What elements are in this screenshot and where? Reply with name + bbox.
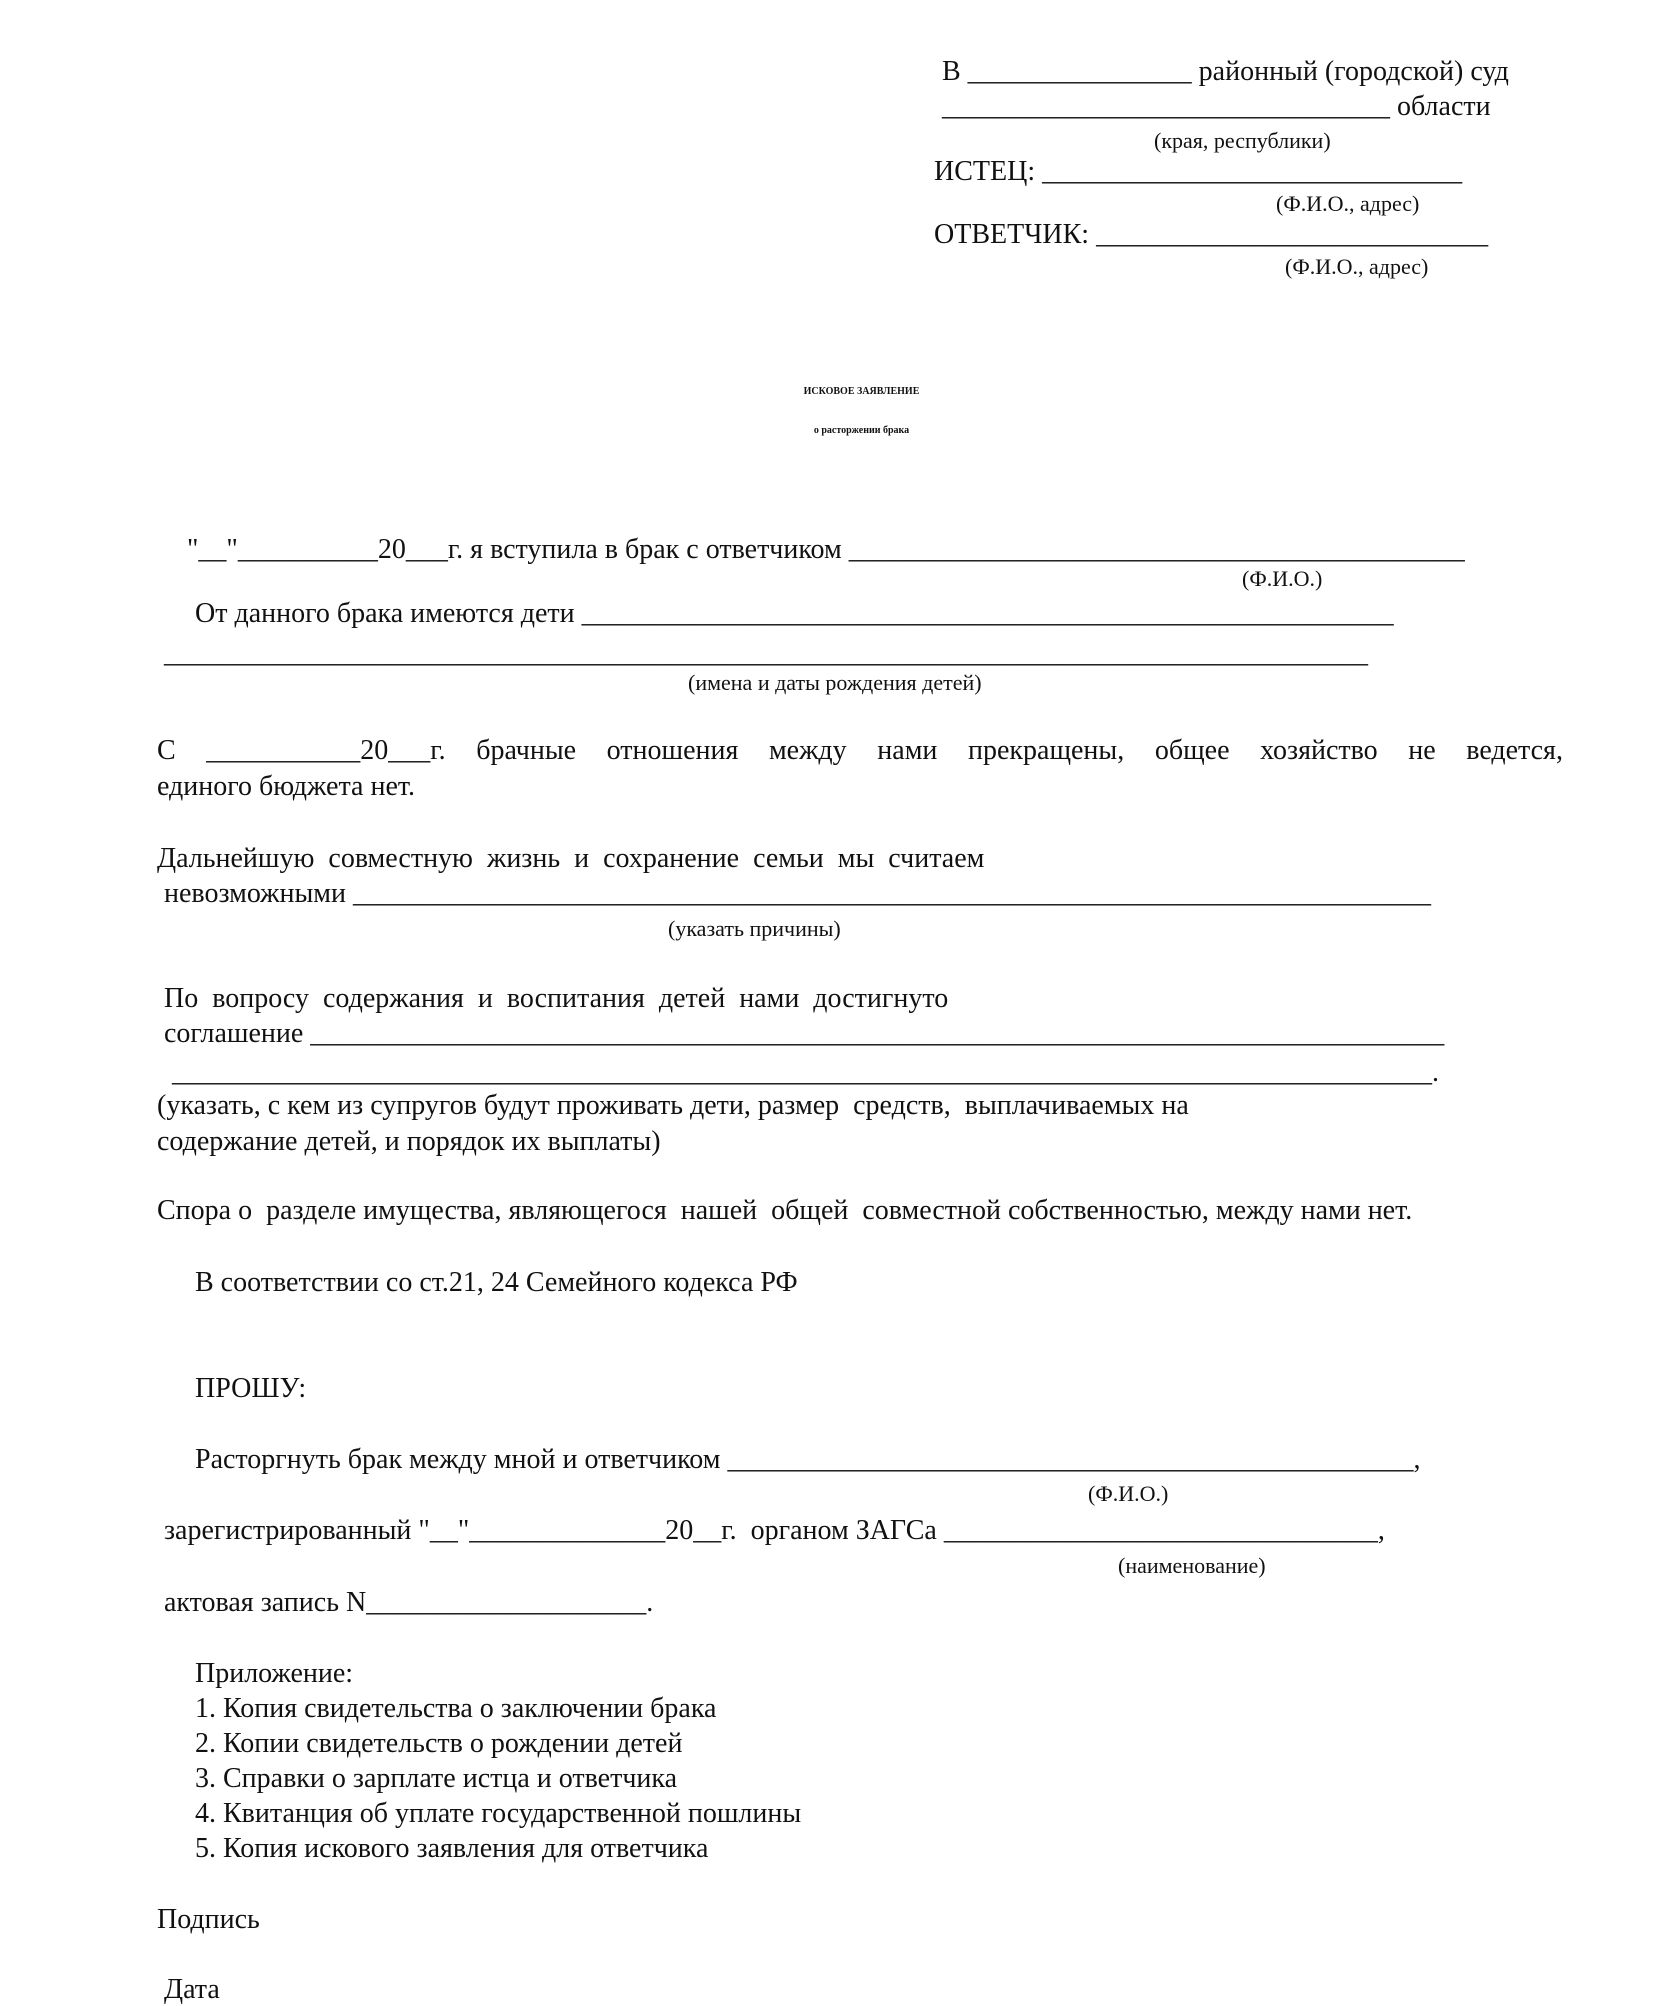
relations-word: не bbox=[1408, 735, 1436, 766]
relations-word: нами bbox=[877, 735, 938, 766]
document-title: ИСКОВОЕ ЗАЯВЛЕНИЕ bbox=[803, 386, 920, 397]
agreement-line-3: __________________________________________________________________________________________. bbox=[172, 1057, 1439, 1088]
agreement-note-1: (указать, с кем из супругов будут проживать дети, размер средств, выплачиваемых на bbox=[157, 1090, 1189, 1121]
relations-word: ведется, bbox=[1466, 735, 1563, 766]
dissolve-line: Расторгнуть брак между мной и ответчиком _________________________________________________, bbox=[195, 1444, 1421, 1475]
marriage-line: "__"__________20___г. я вступила в брак с ответчиком ____________________________________________ bbox=[187, 534, 1465, 565]
further-line-2: невозможными _____________________________________________________________________________ bbox=[164, 878, 1431, 909]
property-line: Спора о разделе имущества, являющегося нашей общей совместной собственностью, между нами нет. bbox=[157, 1195, 1413, 1226]
relations-word: ___________20___г. bbox=[206, 735, 446, 766]
attachment-item: 5. Копия искового заявления для ответчика bbox=[195, 1833, 709, 1864]
region-hint: (края, республики) bbox=[1154, 128, 1331, 153]
relations-word: прекращены, bbox=[968, 735, 1125, 766]
further-line-1: Дальнейшую совместную жизнь и сохранение семьи мы считаем bbox=[157, 843, 985, 874]
dissolve-hint: (Ф.И.О.) bbox=[1088, 1481, 1169, 1506]
plaintiff-line: ИСТЕЦ: ______________________________ bbox=[934, 156, 1463, 187]
relations-word: брачные bbox=[476, 735, 577, 766]
children-hint: (имена и даты рождения детей) bbox=[688, 670, 982, 695]
relations-word: между bbox=[768, 735, 847, 766]
region-line: ________________________________ области bbox=[942, 91, 1491, 122]
date-label: Дата bbox=[164, 1974, 220, 2005]
court-line: В ________________ районный (городской) суд bbox=[942, 56, 1509, 87]
plaintiff-hint: (Ф.И.О., адрес) bbox=[1276, 191, 1420, 216]
registered-hint: (наименование) bbox=[1118, 1553, 1266, 1578]
relations-word: С bbox=[157, 735, 176, 766]
registered-line: зарегистрированный "__"______________20__г. органом ЗАГСа _______________________________, bbox=[164, 1515, 1385, 1546]
attachment-item: 1. Копия свидетельства о заключении брака bbox=[195, 1693, 717, 1724]
record-line: актовая запись N____________________. bbox=[164, 1587, 654, 1618]
request-heading: ПРОШУ: bbox=[195, 1373, 307, 1404]
law-line: В соответствии со ст.21, 24 Семейного кодекса РФ bbox=[195, 1267, 798, 1298]
agreement-line-1: По вопросу содержания и воспитания детей нами достигнуто bbox=[164, 983, 949, 1014]
relations-word: хозяйство bbox=[1260, 735, 1378, 766]
children-line: От данного брака имеются дети __________________________________________________________ bbox=[195, 598, 1394, 629]
agreement-note-2: содержание детей, и порядок их выплаты) bbox=[157, 1126, 661, 1157]
signature-label: Подпись bbox=[157, 1904, 260, 1935]
attachment-item: 2. Копии свидетельств о рождении детей bbox=[195, 1728, 683, 1759]
further-hint: (указать причины) bbox=[668, 916, 841, 941]
marriage-hint: (Ф.И.О.) bbox=[1242, 566, 1323, 591]
attachment-item: 4. Квитанция об уплате государственной пошлины bbox=[195, 1798, 802, 1829]
defendant-hint: (Ф.И.О., адрес) bbox=[1285, 254, 1429, 279]
relations-word: общее bbox=[1154, 735, 1230, 766]
relations-line-2: единого бюджета нет. bbox=[157, 771, 416, 802]
relations-word: отношения bbox=[606, 735, 739, 766]
attachments-heading: Приложение: bbox=[195, 1658, 354, 1689]
children-line-2: ______________________________________________________________________________________ bbox=[164, 638, 1368, 669]
defendant-line: ОТВЕТЧИК: ____________________________ bbox=[934, 219, 1489, 250]
agreement-line-2: соглашение _________________________________________________________________________________ bbox=[164, 1018, 1445, 1049]
relations-line bbox=[157, 737, 1563, 765]
attachment-item: 3. Справки о зарплате истца и ответчика bbox=[195, 1763, 678, 1794]
document-subtitle: о расторжении брака bbox=[813, 425, 910, 436]
